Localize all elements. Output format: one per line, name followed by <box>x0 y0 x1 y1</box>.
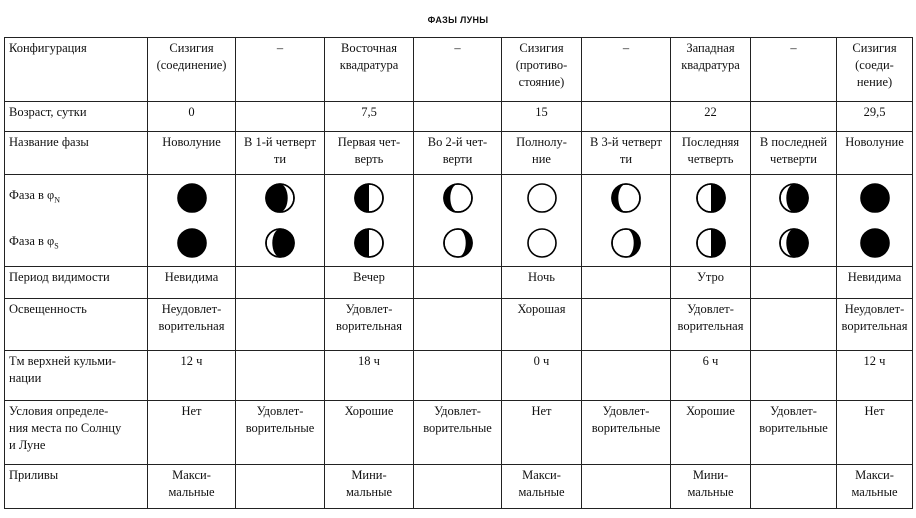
page-title: ФАЗЫ ЛУНЫ <box>427 15 489 25</box>
table-cell <box>236 299 325 351</box>
table-cell <box>751 299 837 351</box>
cell-line: (противо- <box>515 58 568 72</box>
table-cell <box>837 465 913 509</box>
table-cell <box>236 351 325 401</box>
table-cell <box>751 401 837 465</box>
row-label-age <box>5 102 148 132</box>
row-label-conditions <box>5 401 148 465</box>
moon-phase-icon <box>695 182 727 214</box>
moon-phase-icon <box>176 227 208 259</box>
table-cell <box>414 267 502 299</box>
moon-phase-table <box>4 37 913 509</box>
table-cell <box>751 351 837 401</box>
moon-cell <box>582 175 671 221</box>
moon-phase-icon <box>442 182 474 214</box>
cell-line: Новолуние <box>845 135 904 149</box>
cell-line: В 1-й четверт <box>244 135 316 149</box>
table-cell <box>325 132 414 175</box>
table-row-phase-south <box>5 221 913 267</box>
cell-line: Полнолу- <box>516 135 567 149</box>
moon-phase-icon <box>353 182 385 214</box>
cell-line: 7,5 <box>361 105 377 119</box>
table-cell <box>671 465 751 509</box>
cell-line: Возраст, сутки <box>9 105 87 119</box>
table-cell <box>148 102 236 132</box>
cell-line: Западная <box>686 41 735 55</box>
phase-label-main: Фаза в φ <box>9 233 55 248</box>
table-cell <box>671 299 751 351</box>
table-row-age <box>5 102 913 132</box>
row-label-illumination <box>5 299 148 351</box>
cell-line: нации <box>9 371 42 385</box>
table-cell <box>671 102 751 132</box>
table-cell <box>837 267 913 299</box>
cell-line: Неудовлет- <box>844 302 905 316</box>
cell-line: Мини- <box>692 468 729 482</box>
cell-line: ворительные <box>423 421 492 435</box>
cell-line: Сизигия <box>519 41 564 55</box>
cell-line: ворительная <box>158 319 225 333</box>
table-cell <box>502 401 582 465</box>
cell-line: 0 ч <box>533 354 550 368</box>
cell-line: 29,5 <box>863 105 886 119</box>
table-row-phase-north <box>5 175 913 221</box>
cell-line: ние <box>532 152 551 166</box>
cell-line: квадратура <box>681 58 740 72</box>
moon-cell <box>837 221 913 267</box>
table-cell <box>837 351 913 401</box>
cell-line: Tм верхней кульми- <box>9 354 116 368</box>
cell-line: – <box>454 41 461 55</box>
table-cell <box>671 351 751 401</box>
table-cell <box>582 351 671 401</box>
cell-line: Удовлет- <box>602 404 650 418</box>
cell-line: 12 ч <box>863 354 886 368</box>
cell-line: Новолуние <box>162 135 221 149</box>
cell-line: Последняя <box>681 135 740 149</box>
moon-phase-icon <box>264 182 296 214</box>
cell-line: мальные <box>687 485 734 499</box>
cell-line: (соеди- <box>855 58 894 72</box>
table-cell <box>502 102 582 132</box>
moon-cell <box>236 175 325 221</box>
cell-line: Утро <box>697 270 724 284</box>
moon-cell <box>837 175 913 221</box>
table-cell <box>582 38 671 102</box>
moon-phase-icon <box>442 227 474 259</box>
cell-line: ворительная <box>841 319 908 333</box>
table-cell <box>671 132 751 175</box>
table-cell <box>582 267 671 299</box>
table-cell <box>325 102 414 132</box>
cell-line: Макси- <box>172 468 211 482</box>
table-cell <box>502 351 582 401</box>
moon-phase-icon <box>353 227 385 259</box>
table-row-illumination <box>5 299 913 351</box>
table-cell <box>236 401 325 465</box>
cell-line: верть <box>354 152 384 166</box>
row-label-phase-name <box>5 132 148 175</box>
table-cell <box>236 38 325 102</box>
table-cell <box>582 401 671 465</box>
moon-cell <box>414 175 502 221</box>
table-cell <box>414 299 502 351</box>
cell-line: ворительные <box>759 421 828 435</box>
table-cell <box>148 38 236 102</box>
row-label-tides <box>5 465 148 509</box>
cell-line: (соединение) <box>156 58 227 72</box>
table-cell <box>502 38 582 102</box>
cell-line: Удовлет- <box>256 404 304 418</box>
table-cell <box>837 299 913 351</box>
cell-line: Сизигия <box>169 41 214 55</box>
moon-phase-icon <box>264 227 296 259</box>
moon-phase-icon <box>526 182 558 214</box>
table-cell <box>148 267 236 299</box>
cell-line: четверть <box>687 152 734 166</box>
cell-line: Удовлет- <box>434 404 481 418</box>
table-row-config <box>5 38 913 102</box>
table-cell <box>751 132 837 175</box>
cell-line: ти <box>619 152 633 166</box>
cell-line: В последней <box>759 135 828 149</box>
phase-label-sub: N <box>54 195 61 205</box>
table-cell <box>582 102 671 132</box>
cell-line: Конфигурация <box>9 41 87 55</box>
cell-line: мальные <box>168 485 215 499</box>
table-cell <box>837 38 913 102</box>
table-cell <box>582 465 671 509</box>
table-cell <box>751 38 837 102</box>
cell-line: ния места по Солнцу <box>9 421 122 435</box>
moon-cell <box>502 221 582 267</box>
table-cell <box>148 299 236 351</box>
cell-line: Мини- <box>351 468 387 482</box>
cell-line: Приливы <box>9 468 59 482</box>
table-cell <box>236 465 325 509</box>
cell-line: мальные <box>518 485 565 499</box>
moon-phase-icon <box>778 182 810 214</box>
table-cell <box>502 299 582 351</box>
cell-line: Освещенность <box>9 302 87 316</box>
table-cell <box>671 267 751 299</box>
phase-label-main: Фаза в φ <box>9 188 55 202</box>
cell-line: 6 ч <box>702 354 719 368</box>
cell-line: Невидима <box>164 270 219 284</box>
cell-line: Ночь <box>528 270 555 284</box>
moon-phase-icon <box>610 182 642 214</box>
cell-line: четверти <box>770 152 817 166</box>
moon-cell <box>671 175 751 221</box>
moon-phase-icon <box>610 227 642 259</box>
table-cell <box>325 38 414 102</box>
cell-line: 15 <box>535 105 548 119</box>
table-cell <box>502 465 582 509</box>
cell-line: и Луне <box>9 438 46 452</box>
table-cell <box>671 401 751 465</box>
table-cell <box>236 132 325 175</box>
moon-cell <box>671 221 751 267</box>
cell-line: – <box>790 41 797 55</box>
cell-line: Восточная <box>341 41 397 55</box>
table-cell <box>148 465 236 509</box>
table-cell <box>502 267 582 299</box>
cell-line: Удовлет- <box>770 404 817 418</box>
moon-cell <box>148 221 236 267</box>
cell-line: Сизигия <box>852 41 897 55</box>
cell-line: Нет <box>181 404 202 418</box>
cell-line: Хорошие <box>344 404 394 418</box>
row-label-phase-north <box>5 175 148 221</box>
cell-line: ворительная <box>677 319 744 333</box>
cell-line: Хорошие <box>686 404 735 418</box>
cell-line: ти <box>273 152 287 166</box>
cell-line: ворительные <box>245 421 315 435</box>
cell-line: Во 2-й чет- <box>427 135 488 149</box>
table-row-tides <box>5 465 913 509</box>
row-label-config <box>5 38 148 102</box>
cell-line: Нет <box>531 404 552 418</box>
table-row-phase-name <box>5 132 913 175</box>
table-cell <box>325 351 414 401</box>
cell-line: ворительная <box>336 319 402 333</box>
cell-line: Название фазы <box>9 135 89 149</box>
cell-line: В 3-й четверт <box>590 135 662 149</box>
cell-line: квадратура <box>339 58 399 72</box>
moon-cell <box>751 221 837 267</box>
table-cell <box>582 132 671 175</box>
table-cell <box>148 132 236 175</box>
cell-line: Удовлет- <box>687 302 734 316</box>
moon-cell <box>414 221 502 267</box>
table-row-culmination <box>5 351 913 401</box>
cell-line: Макси- <box>855 468 894 482</box>
cell-line: 0 <box>188 105 195 119</box>
table-cell <box>751 102 837 132</box>
moon-cell <box>582 221 671 267</box>
table-cell <box>502 132 582 175</box>
row-label-phase-south <box>5 221 148 267</box>
cell-line: Макси- <box>522 468 561 482</box>
table-cell <box>414 38 502 102</box>
cell-line: 12 ч <box>180 354 203 368</box>
table-cell <box>414 132 502 175</box>
table-cell <box>325 401 414 465</box>
cell-line: Удовлет- <box>345 302 393 316</box>
cell-line: Первая чет- <box>337 135 401 149</box>
table-cell <box>325 267 414 299</box>
cell-line: верти <box>442 152 473 166</box>
table-cell <box>414 351 502 401</box>
cell-line: – <box>622 41 630 55</box>
cell-line: нение) <box>856 75 893 89</box>
table-row-conditions <box>5 401 913 465</box>
cell-line: Нет <box>864 404 885 418</box>
cell-line: стояние) <box>518 75 565 89</box>
moon-phase-icon <box>778 227 810 259</box>
moon-cell <box>148 175 236 221</box>
row-label-culmination <box>5 351 148 401</box>
table-cell <box>837 401 913 465</box>
cell-line: 22 <box>704 105 717 119</box>
cell-line: Условия определе- <box>9 404 109 418</box>
moon-phase-icon <box>859 227 891 259</box>
moon-phase-icon <box>695 227 727 259</box>
cell-line: 18 ч <box>358 354 380 368</box>
cell-line: Период видимости <box>9 270 110 284</box>
moon-cell <box>502 175 582 221</box>
cell-line: Вечер <box>353 270 385 284</box>
table-cell <box>148 401 236 465</box>
table-cell <box>751 267 837 299</box>
table-cell <box>837 102 913 132</box>
moon-cell <box>325 175 414 221</box>
cell-line: ворительные <box>591 421 661 435</box>
table-cell <box>236 267 325 299</box>
table-cell <box>582 299 671 351</box>
cell-line: мальные <box>851 485 898 499</box>
cell-line: Невидима <box>847 270 902 284</box>
table-cell <box>325 465 414 509</box>
moon-cell <box>751 175 837 221</box>
cell-line: мальные <box>345 485 393 499</box>
cell-line: Хорошая <box>517 302 566 316</box>
table-cell <box>671 38 751 102</box>
cell-line: Неудовлет- <box>161 302 222 316</box>
table-cell <box>414 102 502 132</box>
moon-phase-icon <box>176 182 208 214</box>
table-row-visibility <box>5 267 913 299</box>
cell-line: – <box>276 41 284 55</box>
table-cell <box>751 465 837 509</box>
table-cell <box>325 299 414 351</box>
table-cell <box>837 132 913 175</box>
row-label-visibility <box>5 267 148 299</box>
table-cell <box>148 351 236 401</box>
table-cell <box>414 465 502 509</box>
moon-cell <box>236 221 325 267</box>
moon-phase-icon <box>859 182 891 214</box>
moon-cell <box>325 221 414 267</box>
table-cell <box>236 102 325 132</box>
table-cell <box>414 401 502 465</box>
phase-label-sub: S <box>54 241 59 250</box>
moon-phase-icon <box>526 227 558 259</box>
